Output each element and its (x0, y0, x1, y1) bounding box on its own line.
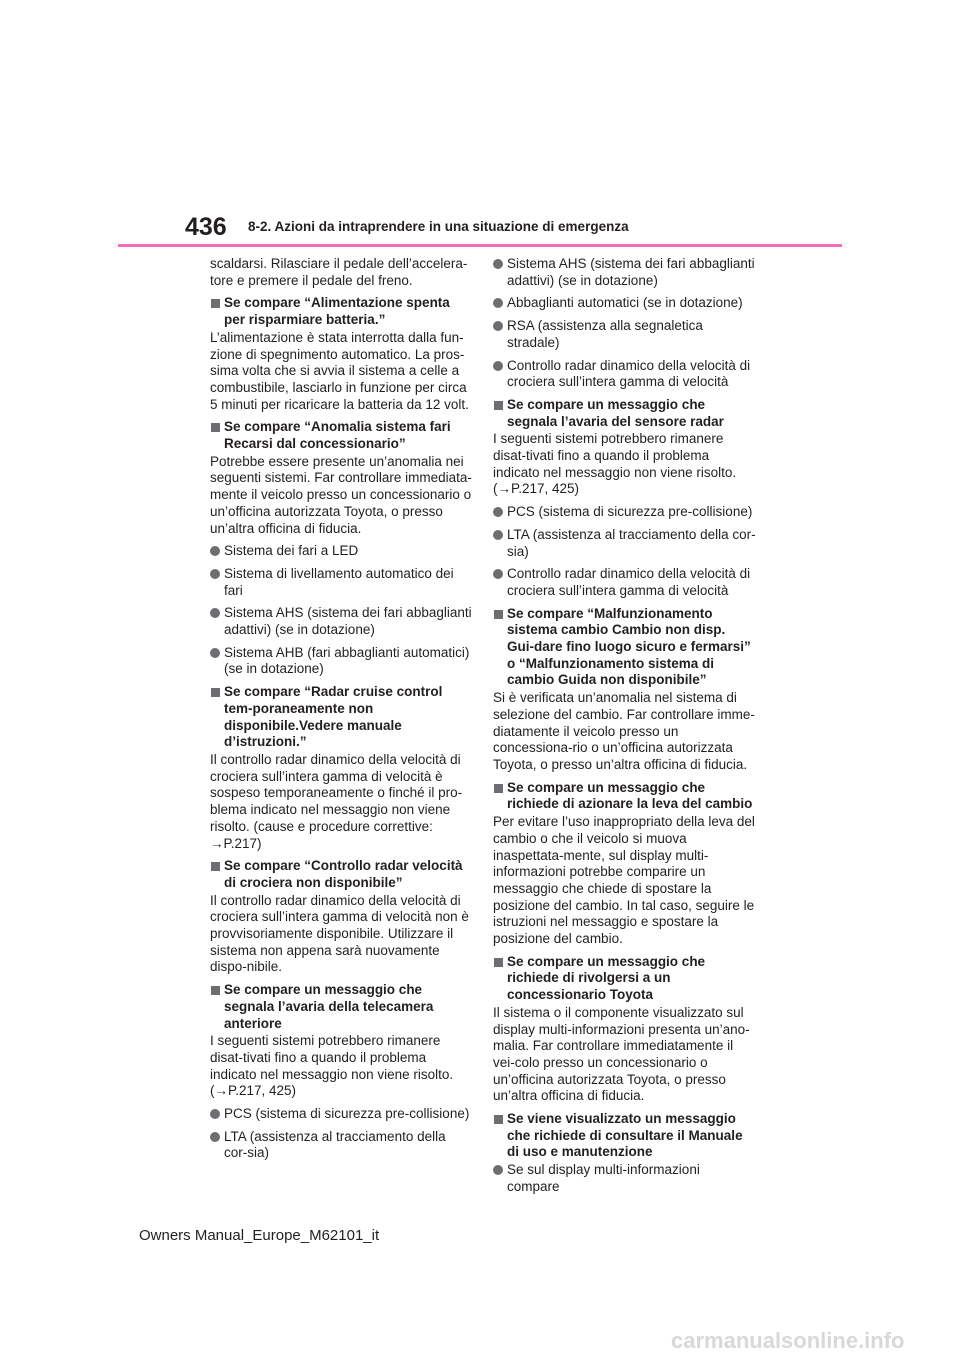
circle-bullet-icon (493, 507, 503, 517)
section-heading-text: Se compare “Controllo radar velocità di crociera non disponibile” (224, 858, 463, 890)
bullet-item (493, 256, 756, 289)
square-bullet-icon (211, 299, 220, 308)
header-rule (118, 244, 842, 247)
square-bullet-icon (494, 784, 503, 793)
bullet-item (493, 318, 756, 351)
bullet-item-text: Abbaglianti automatici (se in dotazione) (507, 295, 743, 311)
square-bullet-icon (211, 862, 220, 871)
bullet-item (210, 1106, 472, 1123)
bullet-item (210, 1129, 472, 1162)
section-heading (493, 780, 756, 813)
paragraph (210, 330, 472, 414)
circle-bullet-icon (493, 259, 503, 269)
paragraph-text: scaldarsi. Rilasciare il pedale dell’accelera-tore e premere il pedale del freno. (210, 256, 468, 288)
paragraph-text: Per evitare l’uso inappropriato della leva del cambio o che il veicolo si muova inaspettata-mente, sul display multi-informazioni potrebbe comparire un messaggio che chiede di spostare la posizione del cambio. In tal caso, seguire le istruzioni nel messaggio e spostare la posizione del cambio. (493, 814, 755, 947)
paragraph (210, 454, 472, 538)
section-heading (493, 954, 756, 1004)
paragraph (493, 1005, 756, 1105)
paragraph (210, 256, 472, 289)
bullet-item-text: Se sul display multi-informazioni compare (507, 1162, 700, 1194)
circle-bullet-icon (493, 530, 503, 540)
paragraph (493, 690, 756, 774)
section-heading (210, 295, 472, 328)
paragraph (210, 1033, 472, 1100)
circle-bullet-icon (210, 608, 220, 618)
bullet-item-text: Controllo radar dinamico della velocità di crociera sull’intera gamma di velocità (507, 357, 751, 390)
bullet-item-text: Sistema dei fari a LED (224, 543, 359, 559)
section-heading (210, 419, 472, 452)
section-heading-text: Se compare un messaggio che richiede di rivolgersi a un concessionario Toyota (507, 953, 706, 1003)
bullet-item (210, 543, 472, 560)
square-bullet-icon (494, 958, 503, 967)
bullet-item (493, 527, 756, 560)
paragraph (493, 431, 756, 498)
paragraph-text: I seguenti sistemi potrebbero rimanere disat-tivati fino a quando il problema indicato nel messaggio non viene risolto. (→P.217, 425) (493, 431, 737, 497)
paragraph (210, 752, 472, 852)
paragraph-text: L’alimentazione è stata interrotta dalla fun-zione di spegnimento automatico. La pros-sima volta che si avvia il sistema a celle a combustibile, lasciarlo in funzione per circa 5 minuti per ricaricare la batteria da 12 volt. (210, 329, 469, 412)
bullet-item-text: Sistema di livellamento automatico dei fari (224, 565, 454, 598)
square-bullet-icon (494, 610, 503, 619)
circle-bullet-icon (493, 298, 503, 308)
bullet-item-text: Sistema AHS (sistema dei fari abbaglianti adattivi) (se in dotazione) (224, 605, 472, 638)
section-heading (210, 982, 472, 1032)
section-heading (210, 684, 472, 751)
circle-bullet-icon (493, 321, 503, 331)
bullet-item-text: PCS (sistema di sicurezza pre-collisione) (507, 504, 753, 520)
bullet-item (493, 1162, 756, 1195)
square-bullet-icon (494, 1115, 503, 1124)
circle-bullet-icon (210, 648, 220, 658)
paragraph-text: Il controllo radar dinamico della velocità di crociera sull’intera gamma di velocità non è provvisoriamente disponibile. Utilizzare il sistema non appena sarà nuovamente dispo-nibile. (210, 892, 469, 975)
square-bullet-icon (211, 986, 220, 995)
bullet-item-text: Sistema AHS (sistema dei fari abbaglianti adattivi) (se in dotazione) (507, 256, 755, 288)
bullet-item-text: LTA (assistenza al tracciamento della cor-sia) (507, 526, 756, 559)
circle-bullet-icon (493, 361, 503, 371)
circle-bullet-icon (210, 546, 220, 556)
circle-bullet-icon (493, 1165, 503, 1175)
circle-bullet-icon (493, 569, 503, 579)
bullet-item (210, 566, 472, 599)
bullet-item-text: RSA (assistenza alla segnaletica stradale) (507, 318, 703, 350)
square-bullet-icon (211, 688, 220, 697)
right-column (493, 256, 756, 1202)
paragraph-text: Si è verificata un’anomalia nel sistema di selezione del cambio. Far controllare imme-diatamente il veicolo presso un concessiona-rio o un’officina autorizzata Toyota, o presso un’altra officina di fiducia. (493, 690, 755, 772)
page-number: 436 (185, 213, 227, 241)
paragraph (210, 893, 472, 977)
left-column (210, 256, 472, 1168)
footer-manual-name: Owners Manual_Europe_M62101_it (139, 1227, 380, 1244)
section-heading (493, 606, 756, 690)
bullet-item-text: LTA (assistenza al tracciamento della cor-sia) (224, 1128, 446, 1161)
section-heading-text: Se viene visualizzato un messaggio che richiede di consultare il Manuale di uso e manutenzione (507, 1111, 743, 1160)
paragraph-text: Il controllo radar dinamico della velocità di crociera sull’intera gamma di velocità è sospeso temporaneamente o finché il pro-blema indicato nel messaggio non viene risolto. (cause e procedure correttive: →P.217) (210, 751, 463, 851)
circle-bullet-icon (210, 569, 220, 579)
circle-bullet-icon (210, 1109, 220, 1119)
bullet-item-text: Controllo radar dinamico della velocità di crociera sull’intera gamma di velocità (507, 566, 751, 598)
section-heading-text: Se compare un messaggio che richiede di azionare la leva del cambio (507, 779, 753, 812)
circle-bullet-icon (210, 1132, 220, 1142)
bullet-item-text: PCS (sistema di sicurezza pre-collisione) (224, 1106, 470, 1122)
bullet-item-text: Sistema AHB (fari abbaglianti automatici) (se in dotazione) (224, 644, 470, 677)
bullet-item (210, 645, 472, 678)
paragraph-text: Potrebbe essere presente un’anomalia nei seguenti sistemi. Far controllare immediata-mente il veicolo presso un concessionario o un’officina autorizzata Toyota, o presso un’altra officina di fiducia. (210, 453, 472, 536)
paragraph-text: Il sistema o il componente visualizzato sul display multi-informazioni presenta un’ano-malia. Far controllare immediatamente il vei-colo presso un concessionario o un’officina autorizzata Toyota, o presso un’altra officina di fiducia. (493, 1004, 750, 1104)
watermark: carmanualsonline.info (671, 1328, 905, 1353)
bullet-item (493, 295, 756, 312)
paragraph (493, 814, 756, 948)
section-heading-text: Se compare un messaggio che segnala l’avaria del sensore radar (507, 396, 724, 429)
section-heading-text: Se compare “Alimentazione spenta per risparmiare batteria.” (224, 295, 450, 328)
bullet-item (210, 605, 472, 638)
section-title: 8-2. Azioni da intraprendere in una situazione di emergenza (248, 219, 629, 234)
bullet-item (493, 504, 756, 521)
square-bullet-icon (211, 423, 220, 432)
section-heading-text: Se compare “Malfunzionamento sistema cambio Cambio non disp. Gui-dare fino luogo sicuro e fermarsi” o “Malfunzionamento sistema di cambio Guida non disponibile” (507, 605, 751, 688)
section-heading-text: Se compare “Anomalia sistema fari Recarsi dal concessionario” (224, 419, 451, 452)
bullet-item (493, 566, 756, 599)
paragraph-text: I seguenti sistemi potrebbero rimanere disat-tivati fino a quando il problema indicato nel messaggio non viene risolto. (→P.217, 425) (210, 1033, 454, 1099)
section-heading (210, 858, 472, 891)
section-heading-text: Se compare un messaggio che segnala l’avaria della telecamera anteriore (224, 982, 434, 1031)
section-heading (493, 1111, 756, 1161)
section-heading (493, 397, 756, 430)
square-bullet-icon (494, 401, 503, 410)
bullet-item (493, 358, 756, 391)
section-heading-text: Se compare “Radar cruise control tem-poraneamente non disponibile.Vedere manuale d’istruzioni.” (224, 684, 443, 750)
